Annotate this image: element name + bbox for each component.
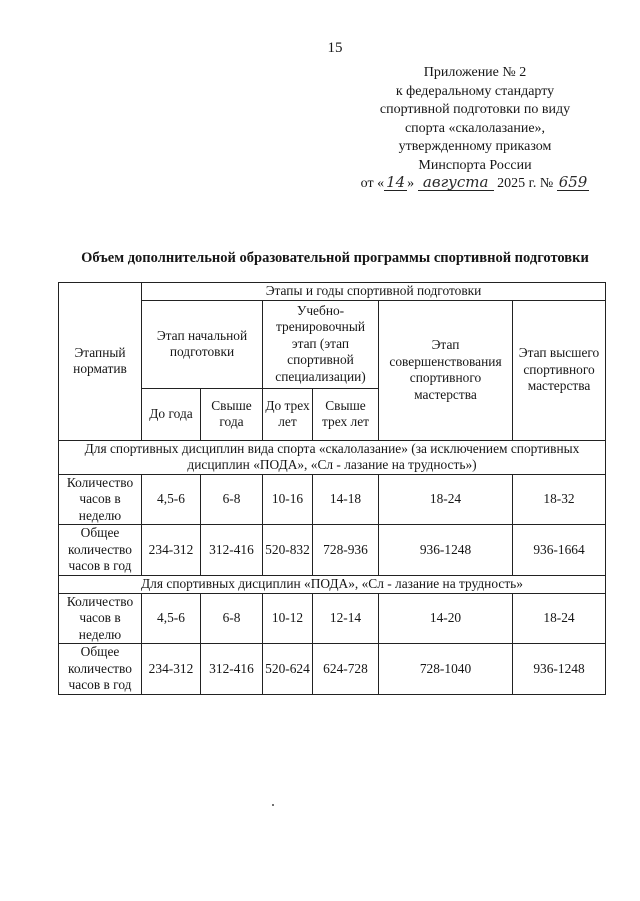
table-cell: 728-936 [313, 525, 379, 576]
table-cell: 4,5-6 [142, 474, 201, 525]
appendix-line: Приложение № 2 [423, 65, 527, 80]
appendix-line: утвержденному приказом [398, 139, 552, 154]
handwritten-number: 659 [558, 173, 588, 191]
section-heading-1: Для спортивных дисциплин вида спорта «скалолазание» (за исключением спортивных дисциплин «ПОДА», «Сл - лазание на трудность») [59, 440, 606, 474]
row-label: Количество часов в неделю [59, 474, 142, 525]
table-cell: 12-14 [313, 593, 379, 644]
table-cell: 936-1248 [513, 644, 606, 695]
table-cell: 936-1664 [513, 525, 606, 576]
table-cell: 14-18 [313, 474, 379, 525]
table-cell: 728-1040 [379, 644, 513, 695]
scan-speck [272, 804, 274, 806]
section-heading-2: Для спортивных дисциплин «ПОДА», «Сл - лазание на трудность» [59, 575, 606, 593]
row-label: Количество часов в неделю [59, 593, 142, 644]
header-stage-initial: Этап начальной подготовки [142, 300, 263, 388]
table-cell: 18-24 [513, 593, 606, 644]
header-sub-over-year: Свыше года [201, 388, 263, 440]
row-label: Общее количество часов в год [59, 525, 142, 576]
table-row [59, 525, 606, 576]
header-stage-training: Учебно-тренировочный этап (этап спортивной специализации) [263, 300, 379, 388]
table-cell: 6-8 [201, 593, 263, 644]
header-sub-year: До года [142, 388, 201, 440]
table-cell: 6-8 [201, 474, 263, 525]
page-number: 15 [327, 40, 343, 56]
table-cell: 312-416 [201, 525, 263, 576]
order-year: 2025 г. № [493, 176, 557, 191]
table-cell: 14-20 [379, 593, 513, 644]
table-row [59, 474, 606, 525]
header-sub-over-three: Свыше трех лет [313, 388, 379, 440]
header-sub-three: До трех лет [263, 388, 313, 440]
table-cell: 4,5-6 [142, 593, 201, 644]
appendix-block [340, 64, 610, 194]
table-cell: 624-728 [313, 644, 379, 695]
header-stage-improvement: Этап совершенствования спортивного мастерства [379, 300, 513, 440]
row-label: Общее количество часов в год [59, 644, 142, 695]
table-cell: 312-416 [201, 644, 263, 695]
document-title: Объем дополнительной образовательной программы спортивной подготовки [81, 250, 589, 266]
table-cell: 10-16 [263, 474, 313, 525]
order-mid: » [407, 176, 418, 191]
appendix-line: спорта «скалолазание», [404, 120, 546, 136]
handwritten-day: 14 [386, 173, 406, 191]
appendix-line: к федеральному стандарту [395, 83, 555, 99]
table-row [59, 593, 606, 644]
volume-table [58, 282, 606, 695]
order-prefix: от « [360, 176, 385, 191]
table-cell: 10-12 [263, 593, 313, 644]
table-cell: 520-624 [263, 644, 313, 695]
table-cell: 520-832 [263, 525, 313, 576]
header-stages-group: Этапы и годы спортивной подготовки [142, 283, 606, 301]
table-cell: 18-32 [513, 474, 606, 525]
table-cell: 936-1248 [379, 525, 513, 576]
table-cell: 18-24 [379, 474, 513, 525]
header-stage-highest: Этап высшего спортивного мастерства [513, 300, 606, 440]
table-cell: 234-312 [142, 525, 201, 576]
appendix-line: спортивной подготовки по виду [379, 102, 571, 117]
order-date-line [340, 175, 610, 194]
table-row [59, 644, 606, 695]
table-cell: 234-312 [142, 644, 201, 695]
appendix-line: Минспорта России [418, 157, 532, 173]
handwritten-month: августа [418, 175, 494, 191]
header-norm: Этапный норматив [59, 283, 142, 441]
